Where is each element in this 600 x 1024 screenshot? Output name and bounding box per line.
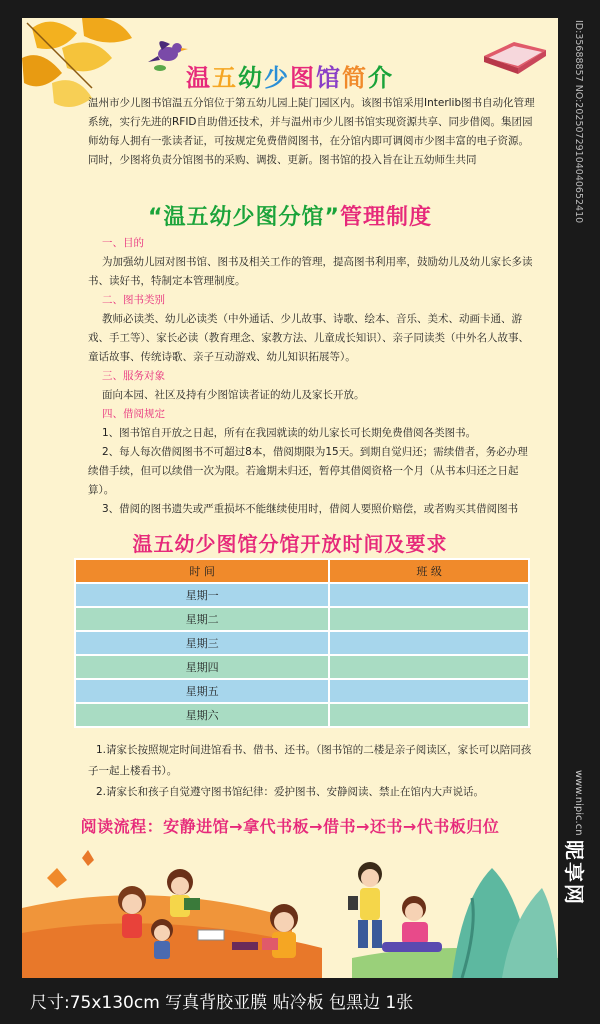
section-heading: 二、图书类别 — [102, 294, 165, 306]
section-paragraph: 1、图书馆自开放之日起，所有在我园就读的幼儿家长可长期免费借阅各类图书。 — [102, 427, 477, 439]
table-row — [75, 607, 529, 631]
section-heading: 一、目的 — [102, 237, 144, 249]
title-char: 五 — [212, 64, 238, 92]
children-reading-illustration — [22, 838, 558, 978]
title-char: 少 — [264, 64, 290, 92]
day-cell: 星期六 — [75, 703, 329, 727]
note-item: 1.请家长按照规定时间进馆看书、借书、还书。（图书馆的二楼是亲子阅读区，家长可以陪同孩子一起上楼看书）。 — [88, 744, 532, 777]
hours-title: 温五幼少图馆分馆开放时间及要求 — [132, 532, 448, 556]
table-row — [75, 655, 529, 679]
column-header-time: 时 间 — [75, 559, 329, 583]
management-title-suffix: 管理制度 — [339, 205, 432, 230]
title-char: 馆 — [316, 64, 342, 92]
title-char: 幼 — [238, 64, 264, 92]
url-mark-wrapper — [570, 770, 590, 840]
management-title-name: “温五幼少图分馆” — [148, 205, 340, 230]
title-char: 图 — [290, 64, 316, 92]
note-item: 2.请家长和孩子自觉遵守图书馆纪律：爱护图书、安静阅读、禁止在馆内大声说话。 — [96, 786, 485, 798]
class-cell — [329, 655, 529, 679]
section-paragraph: 3、借阅的图书遗失或严重损坏不能继续使用时，借阅人要照价赔偿，或者购买其借阅图书 — [102, 503, 519, 515]
page-title — [22, 58, 558, 93]
management-title — [22, 200, 558, 231]
class-cell — [329, 583, 529, 607]
section-paragraph: 面向本园、社区及持有少图馆读者证的幼儿及家长开放。 — [102, 389, 365, 401]
section-paragraph: 为加强幼儿园对图书馆、图书及相关工作的管理，提高图书利用率，鼓励幼儿及幼儿家长多读书、读好书，特制定本管理制度。 — [88, 256, 533, 287]
class-cell — [329, 679, 529, 703]
watermark-wrapper — [562, 840, 596, 980]
column-header-class: 班 级 — [329, 559, 529, 583]
class-cell — [329, 703, 529, 727]
title-char: 简 — [342, 64, 368, 92]
section-heading: 四、借阅规定 — [102, 408, 165, 420]
intro-paragraph: 温州市少儿图书馆温五分馆位于第五幼儿园上陡门园区内。该图书馆采用Interlib图书自动化管理系统，实行先进的RFID自助借还技术，并与温州市少儿图书馆实现资源共享、同步借阅。集团园师幼每人拥有一张读者证，可按规定免费借阅图书，在分馆内即可调阅市少图丰富的电子资源。同时，少图将负责分馆图书的采购、调拨、更新。图书馆的投入旨在让五幼师生共同 — [88, 97, 535, 166]
day-cell: 星期二 — [75, 607, 329, 631]
section-paragraph: 2、每人每次借阅图书不可超过8本，借阅期限为15天。到期自觉归还；需续借者，务必办理续借手续，但可以续借一次为限。若逾期未归还，暂停其借阅资格一个月（从书本归还之日起算）。 — [88, 446, 528, 496]
title-char: 温 — [186, 64, 212, 92]
day-cell: 星期三 — [75, 631, 329, 655]
table-header-row — [75, 559, 529, 583]
class-cell — [329, 607, 529, 631]
table-row — [75, 631, 529, 655]
size-spec-text: 尺寸:75x130cm 写真背胶亚膜 贴冷板 包黑边 1张 — [30, 993, 414, 1013]
notes — [88, 740, 538, 803]
side-id-text-wrapper — [568, 20, 588, 280]
section-heading: 三、服务对象 — [102, 370, 165, 382]
table-row — [75, 679, 529, 703]
url-mark: www.nipic.cn — [573, 770, 584, 836]
title-char: 介 — [368, 64, 394, 92]
poster — [22, 18, 558, 978]
day-cell: 星期四 — [75, 655, 329, 679]
section-paragraph: 教师必读类、幼儿必读类（中外通话、少儿故事、诗歌、绘本、音乐、美术、动画卡通、游戏、手工等）、家长必读（教育理念、家教方法、儿童成长知识）、亲子同读类（中外名人故事、童话故事、传统诗歌、亲子互动游戏、幼儿知识拓展等）。 — [88, 313, 529, 363]
class-cell — [329, 631, 529, 655]
table-row — [75, 703, 529, 727]
watermark: 昵享网 — [562, 840, 586, 906]
reading-flow: 阅读流程：安静进馆→拿代书板→借书→还书→代书板归位 — [80, 817, 500, 836]
table-row — [75, 583, 529, 607]
rules-sections — [88, 234, 538, 519]
hours-table — [74, 558, 530, 728]
side-id-text: ID:35688857 NO:20250729104040652410 — [573, 20, 584, 224]
day-cell: 星期五 — [75, 679, 329, 703]
day-cell: 星期一 — [75, 583, 329, 607]
